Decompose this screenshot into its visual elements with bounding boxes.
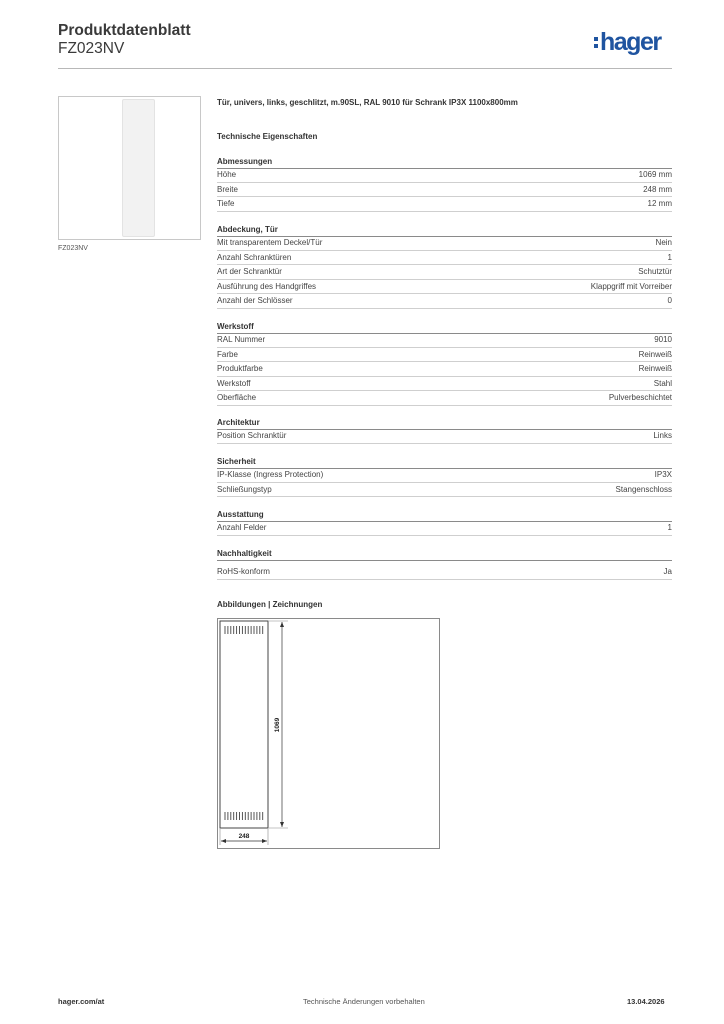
section-title: Ausstattung <box>217 510 672 522</box>
property-row <box>217 236 672 251</box>
property-row <box>217 521 672 536</box>
property-row <box>217 183 672 198</box>
property-row <box>217 251 672 266</box>
property-label: Breite <box>217 184 238 194</box>
property-value: Reinweiß <box>638 349 672 359</box>
property-row <box>217 391 672 406</box>
property-row <box>217 565 672 580</box>
property-value: 1 <box>667 252 672 262</box>
property-label: Anzahl der Schlösser <box>217 296 293 306</box>
property-label: Höhe <box>217 170 237 180</box>
property-value: 1 <box>667 523 672 533</box>
property-value: Schutztür <box>638 267 672 277</box>
drawings-heading: Abbildungen | Zeichnungen <box>217 600 323 609</box>
property-row <box>217 333 672 348</box>
property-value: Nein <box>655 238 672 248</box>
property-row <box>217 362 672 377</box>
vent-slots-bottom <box>225 812 263 820</box>
width-dimension-label: 248 <box>238 833 250 840</box>
section-title: Sicherheit <box>217 457 672 469</box>
property-label: Ausführung des Handgriffes <box>217 281 317 291</box>
footer-date: 13.04.2026 <box>627 997 665 1006</box>
property-label: IP-Klasse (Ingress Protection) <box>217 470 324 480</box>
property-value: 248 mm <box>643 184 672 194</box>
property-value: IP3X <box>654 470 672 480</box>
property-row <box>217 197 672 212</box>
door-outline <box>220 621 268 828</box>
property-value: 1069 mm <box>638 170 672 180</box>
property-row <box>217 294 672 309</box>
product-image <box>58 96 201 240</box>
property-label: Art der Schranktür <box>217 267 282 277</box>
property-label: Anzahl Schranktüren <box>217 252 292 262</box>
property-label: Werkstoff <box>217 378 251 388</box>
door-panel-image <box>122 99 155 237</box>
product-code: FZ023NV <box>58 40 125 57</box>
property-row <box>217 483 672 498</box>
property-value: Klappgriff mit Vorreiber <box>590 281 672 291</box>
property-value: Reinweiß <box>638 364 672 374</box>
property-row <box>217 168 672 183</box>
property-row <box>217 280 672 295</box>
property-label: RoHS-konform <box>217 567 270 577</box>
property-value: 0 <box>667 296 672 306</box>
section-title: Abmessungen <box>217 157 672 169</box>
property-row <box>217 429 672 444</box>
property-label: Tiefe <box>217 199 235 209</box>
property-label: Oberfläche <box>217 393 257 403</box>
product-description: Tür, univers, links, geschlitzt, m.90SL, RAL 9010 für Schrank IP3X 1100x800mm <box>217 98 518 107</box>
property-label: Schließungstyp <box>217 484 272 494</box>
property-row <box>217 265 672 280</box>
height-dimension-label: 1069 <box>274 717 281 733</box>
footer-website: hager.com/at <box>58 997 105 1006</box>
property-label: Anzahl Felder <box>217 523 267 533</box>
section-title: Abdeckung, Tür <box>217 225 672 237</box>
property-value: Stangenschloss <box>615 484 672 494</box>
product-image-caption: FZ023NV <box>58 245 88 252</box>
header-divider <box>58 68 672 69</box>
hager-logo <box>594 28 661 56</box>
vent-slots-top <box>225 626 263 634</box>
property-row <box>217 348 672 363</box>
section-title: Nachhaltigkeit <box>217 549 672 561</box>
technical-drawing <box>217 618 440 849</box>
logo-text: hager <box>600 27 661 56</box>
property-label: Mit transparentem Deckel/Tür <box>217 238 323 248</box>
property-label: Farbe <box>217 349 238 359</box>
property-label: Position Schranktür <box>217 431 287 441</box>
door-drawing-svg <box>218 619 439 848</box>
property-label: Produktfarbe <box>217 364 263 374</box>
property-row <box>217 468 672 483</box>
page-title: Produktdatenblatt <box>58 22 191 39</box>
property-value: Pulverbeschichtet <box>608 393 672 403</box>
property-value: 12 mm <box>647 199 672 209</box>
property-value: Links <box>653 431 672 441</box>
property-value: Stahl <box>653 378 672 388</box>
property-value: Ja <box>663 567 672 577</box>
footer-disclaimer: Technische Änderungen vorbehalten <box>303 997 425 1006</box>
property-label: RAL Nummer <box>217 335 266 345</box>
property-value: 9010 <box>654 335 672 345</box>
logo-dots-icon <box>594 37 598 48</box>
tech-properties-heading: Technische Eigenschaften <box>217 132 318 141</box>
property-row <box>217 377 672 392</box>
section-title: Werkstoff <box>217 322 672 334</box>
section-title: Architektur <box>217 418 672 430</box>
